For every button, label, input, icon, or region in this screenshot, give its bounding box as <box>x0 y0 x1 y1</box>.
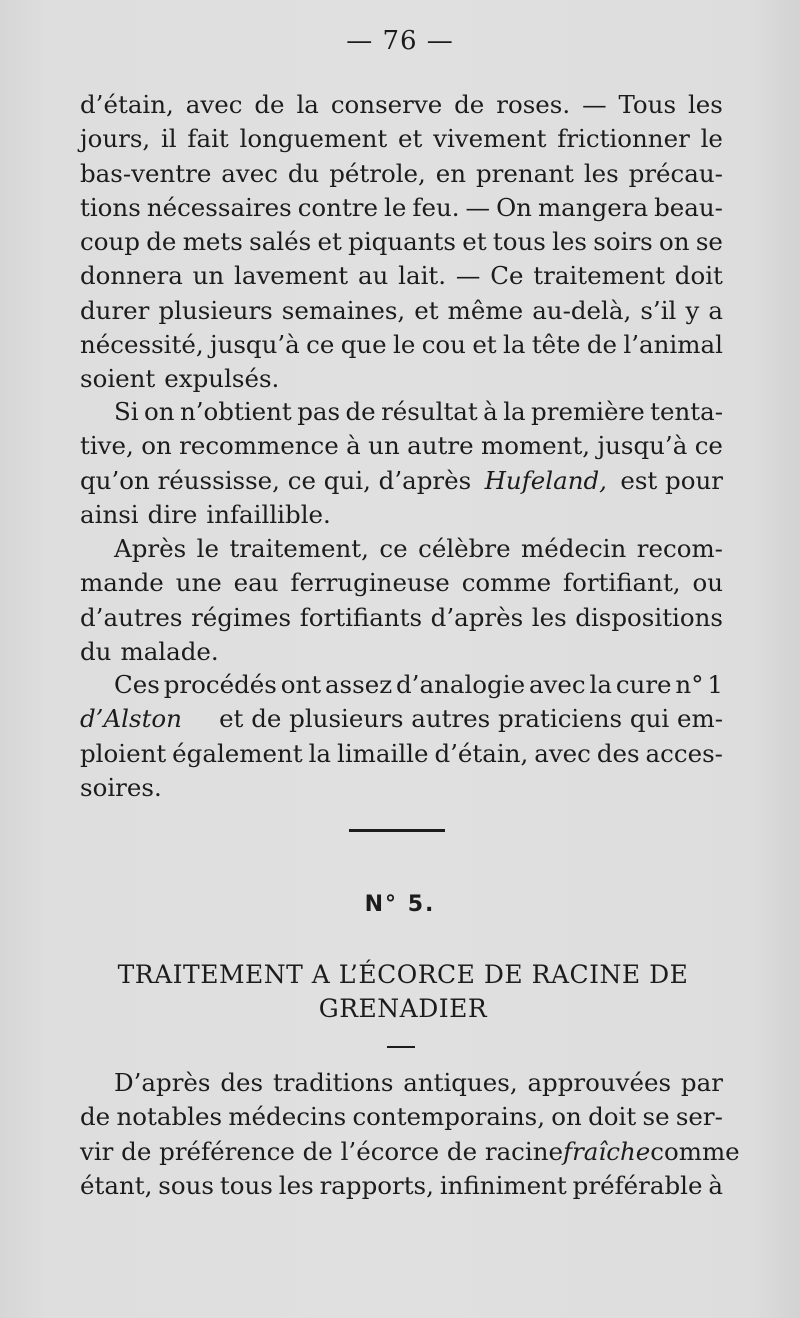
section-number: N° 5. <box>364 892 436 917</box>
word: tous <box>492 227 546 257</box>
word: tous <box>219 1170 273 1200</box>
word: piquants <box>348 227 456 257</box>
text-line <box>80 702 723 736</box>
word: et <box>472 330 497 360</box>
word: tenta- <box>650 397 723 426</box>
word: les <box>687 90 723 119</box>
word: d’étain, <box>80 90 174 119</box>
word: pétrole, <box>329 158 426 188</box>
text-line <box>80 635 723 669</box>
word: du <box>287 158 320 188</box>
word: de <box>80 1102 111 1132</box>
word: la <box>296 90 319 119</box>
word: à <box>346 431 361 461</box>
word: régimes <box>191 602 292 632</box>
word: nécessaires <box>146 192 292 222</box>
word: infiniment <box>439 1170 567 1200</box>
word: en <box>435 158 467 188</box>
word: D’après <box>114 1068 211 1097</box>
word: doit <box>674 261 723 291</box>
word: il <box>160 124 177 154</box>
word: cure <box>615 670 672 699</box>
word: soient <box>80 364 156 394</box>
word: donnera <box>80 261 183 291</box>
word: semaines, <box>281 295 406 325</box>
text-line <box>80 395 723 429</box>
text-line <box>80 191 723 225</box>
text-line <box>80 362 723 396</box>
word: avec <box>534 738 591 768</box>
text-line <box>80 566 723 600</box>
word: et <box>462 227 487 257</box>
author-name: Hufeland, <box>484 465 607 495</box>
word: roses. <box>496 90 571 119</box>
word: assez <box>324 670 393 699</box>
word: avec <box>528 670 586 699</box>
word: ce <box>379 534 408 563</box>
word: et <box>414 295 439 325</box>
word: se <box>642 1102 670 1132</box>
paragraph-4 <box>80 668 723 805</box>
text-line <box>80 1169 723 1203</box>
word: ainsi <box>80 499 139 529</box>
word: durer <box>80 295 150 325</box>
word: à <box>708 1170 723 1200</box>
word: contemporains, <box>352 1102 545 1132</box>
word: résultat <box>381 397 478 426</box>
word: tive, <box>80 431 134 461</box>
word: approuvées <box>527 1068 672 1097</box>
word: moment, <box>480 431 591 461</box>
word: au <box>357 261 389 291</box>
word: notables <box>116 1102 223 1132</box>
text-line <box>80 771 723 805</box>
word: étant, <box>80 1170 153 1200</box>
word: de <box>146 227 177 257</box>
word: les <box>583 158 619 188</box>
word: les <box>531 602 567 632</box>
text-line <box>80 259 723 293</box>
word: pas <box>297 397 341 426</box>
word: bas-ventre <box>80 158 212 188</box>
paragraph-2 <box>80 395 723 532</box>
word: feu. <box>412 192 460 222</box>
word: dire <box>147 499 198 529</box>
section-title-line: GRENADIER <box>318 994 488 1023</box>
text-line <box>80 225 723 259</box>
word: vivement <box>433 124 547 154</box>
word: et <box>397 124 423 154</box>
word: avec <box>185 90 243 119</box>
text-line <box>80 532 723 566</box>
word: — <box>465 192 491 222</box>
word: Ce <box>490 261 524 291</box>
word: Si <box>114 397 139 426</box>
word: lavement <box>234 261 349 291</box>
word: on <box>551 1102 582 1132</box>
word: longuement <box>239 124 388 154</box>
word: soirs <box>593 227 653 257</box>
word: salés <box>249 227 312 257</box>
text-segment: qu’on réussisse, ce qui, d’après <box>80 465 472 495</box>
text-segment: est pour <box>620 465 723 495</box>
word: de <box>345 397 376 426</box>
word: un <box>368 431 400 461</box>
word: d’étain, <box>434 738 529 768</box>
author-name: d’Alston <box>80 704 182 734</box>
word: se <box>695 227 723 257</box>
word: acces- <box>645 738 723 768</box>
text-segment: et de plusieurs autres praticiens qui em- <box>219 704 723 734</box>
word: n° <box>675 670 704 699</box>
word: la <box>589 670 612 699</box>
text-line <box>80 464 723 498</box>
word: 1 <box>707 670 723 699</box>
word: Après <box>114 534 187 563</box>
word: autre <box>407 431 474 461</box>
word: des <box>596 738 640 768</box>
title-underline <box>387 1046 415 1048</box>
word: tête <box>531 330 581 360</box>
section-divider <box>349 829 445 832</box>
text-segment: vir de préférence de l’écorce de racine <box>80 1136 564 1166</box>
word: jusqu’à <box>597 431 688 461</box>
word: une <box>175 568 222 598</box>
paragraph-1 <box>80 88 723 397</box>
text-line <box>80 601 723 635</box>
word: on <box>144 397 175 426</box>
word: préférable <box>572 1170 703 1200</box>
text-line <box>80 122 723 156</box>
word: l’animal <box>623 330 723 360</box>
word: médecin <box>521 534 627 563</box>
word: les <box>552 227 588 257</box>
word: première <box>531 397 645 426</box>
word: fait <box>187 124 229 154</box>
word: beau- <box>654 192 723 222</box>
word: ce <box>306 330 335 360</box>
word: rapports, <box>319 1170 434 1200</box>
word: le <box>393 330 416 360</box>
word: expulsés. <box>164 364 280 394</box>
word: le <box>196 534 219 563</box>
word: par <box>680 1068 723 1097</box>
text-line <box>80 157 723 191</box>
word: Tous <box>618 90 677 119</box>
word: fortifiant, <box>563 568 681 598</box>
word: d’autres <box>80 602 183 632</box>
page-number: — 76 — <box>346 26 454 56</box>
word: recommence <box>179 431 339 461</box>
word: sous <box>158 1170 214 1200</box>
word: les <box>278 1170 314 1200</box>
word: mets <box>182 227 243 257</box>
word: même <box>447 295 524 325</box>
word: ploient <box>80 738 167 768</box>
word: doit <box>588 1102 637 1132</box>
text-line <box>80 1066 723 1100</box>
word: comme <box>461 568 552 598</box>
word: avec <box>221 158 278 188</box>
word: traitement, <box>229 534 369 563</box>
word: un <box>192 261 225 291</box>
word: On <box>496 192 532 222</box>
section-title <box>113 958 693 1026</box>
emphasized-word: fraîche <box>563 1136 651 1166</box>
word: tions <box>80 192 141 222</box>
word: cou <box>421 330 466 360</box>
word: a <box>708 295 723 325</box>
word: frictionner <box>557 124 690 154</box>
word: malade. <box>120 636 219 666</box>
word: des <box>220 1068 264 1097</box>
paragraph-5 <box>80 1066 740 1203</box>
word: lait. <box>398 261 447 291</box>
word: soires. <box>80 772 162 802</box>
word: le <box>384 192 407 222</box>
word: traitement <box>533 261 665 291</box>
word: médecins <box>228 1102 347 1132</box>
word: fortifiants <box>299 602 423 632</box>
text-line <box>80 1135 740 1169</box>
text-line <box>80 294 723 328</box>
word: s’il <box>640 295 677 325</box>
word: de <box>254 90 285 119</box>
section-title-line: TRAITEMENT A L’ÉCORCE DE RACINE DE <box>117 960 689 989</box>
word: et <box>317 227 342 257</box>
word: plusieurs <box>158 295 273 325</box>
word: la <box>503 330 526 360</box>
word: ferrugineuse <box>290 568 450 598</box>
word: également <box>172 738 303 768</box>
word: jours, <box>80 124 151 154</box>
word: célèbre <box>418 534 511 563</box>
word: le <box>700 124 723 154</box>
word: dispositions <box>575 602 723 632</box>
word: nécessité, <box>80 330 204 360</box>
word: recom- <box>636 534 723 563</box>
word: d’après <box>430 602 524 632</box>
word: prenant <box>475 158 574 188</box>
text-line <box>80 737 723 771</box>
word: — <box>582 90 607 119</box>
word: que <box>340 330 387 360</box>
word: ser- <box>675 1102 723 1132</box>
text-line <box>80 668 723 702</box>
word: Ces <box>114 670 160 699</box>
text-line <box>80 429 723 463</box>
text-segment: comme <box>650 1136 740 1166</box>
text-line <box>80 88 723 122</box>
word: à <box>483 397 498 426</box>
word: précau- <box>628 158 723 188</box>
word: ce <box>694 431 723 461</box>
word: jusqu’à <box>209 330 300 360</box>
word: coup <box>80 227 140 257</box>
text-line <box>80 1100 723 1134</box>
word: y <box>685 295 700 325</box>
word: on <box>659 227 690 257</box>
word: infaillible. <box>206 499 331 529</box>
word: n’obtient <box>179 397 292 426</box>
word: d’analogie <box>396 670 526 699</box>
word: mangera <box>537 192 649 222</box>
word: au-delà, <box>532 295 632 325</box>
word: la <box>308 738 332 768</box>
word: — <box>455 261 481 291</box>
word: conserve <box>330 90 443 119</box>
word: du <box>80 636 112 666</box>
word: antiques, <box>403 1068 518 1097</box>
word: on <box>141 431 172 461</box>
word: eau <box>233 568 279 598</box>
word: traditions <box>272 1068 394 1097</box>
text-line <box>80 328 723 362</box>
word: ou <box>692 568 723 598</box>
word: procédés <box>163 670 277 699</box>
word: mande <box>80 568 164 598</box>
word: de <box>454 90 485 119</box>
word: contre <box>297 192 379 222</box>
word: ont <box>280 670 322 699</box>
word: de <box>586 330 618 360</box>
text-line <box>80 498 723 532</box>
paragraph-3 <box>80 532 723 669</box>
word: limaille <box>336 738 429 768</box>
word: la <box>503 397 526 426</box>
